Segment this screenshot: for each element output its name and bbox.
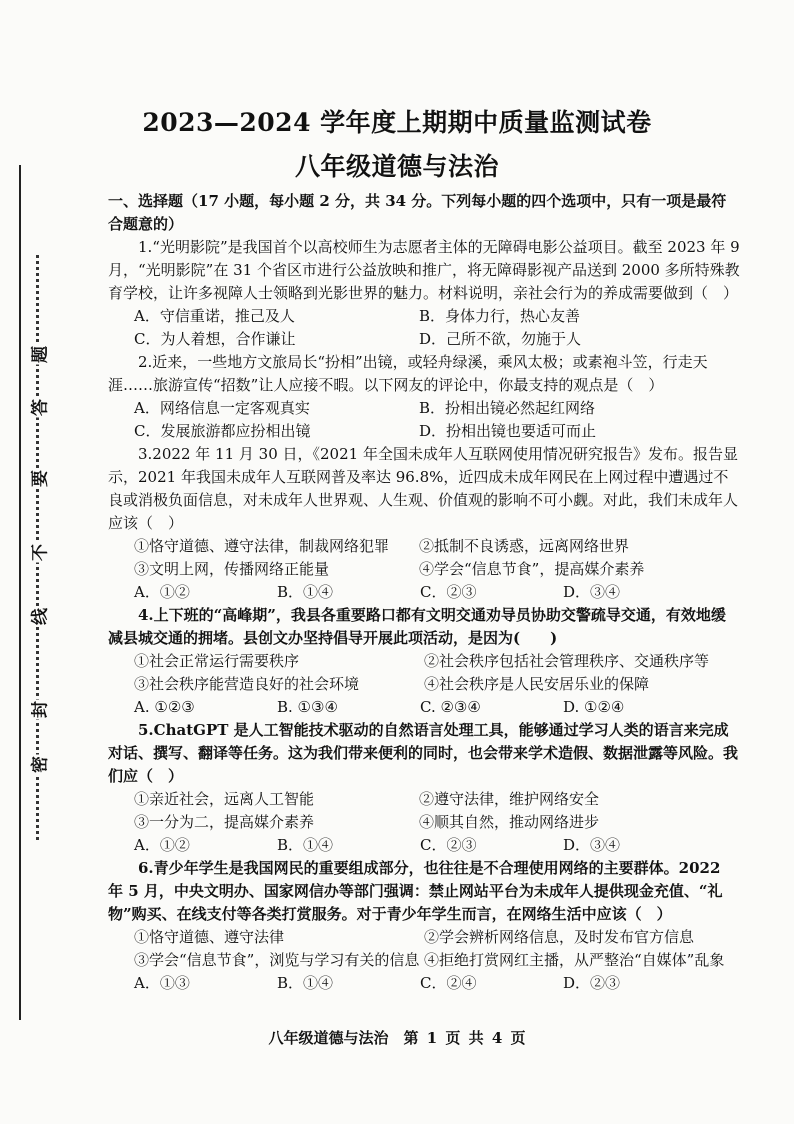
statement-list	[108, 926, 740, 972]
statement-4: ④学会“信息节食”，提高媒介素养	[419, 560, 645, 578]
exam-subject: 八年级道德与法治	[294, 152, 499, 181]
option-c[interactable]: C．发展旅游都应扮相出镜	[134, 422, 311, 440]
exam-title: 2023—2024 学年度上期期中质量监测试卷	[142, 108, 652, 137]
statement-3: ③一分为二，提高媒介素养	[134, 813, 315, 831]
statement-list	[108, 650, 740, 696]
question-stem: 4.上下班的“高峰期”，我县各重要路口都有文明交通劝导员协助交警疏导交通，有效地缓减县城交通的拥堵。县创文办坚持倡导开展此项活动，是因为( )	[108, 606, 726, 647]
statement-1: ①恪守道德、遵守法律	[134, 928, 285, 946]
statement-1: ①社会正常运行需要秩序	[134, 652, 300, 670]
option-c[interactable]: C．②③	[420, 836, 477, 854]
question-4	[108, 604, 740, 719]
question-stem: 6.青少年学生是我国网民的重要组成部分，也往往是不合理使用网络的主要群体。2022 年 5 月，中央文明办、国家网信办等部门强调：禁止网站平台为未成年人提供现金充值、“礼物”购买、在线支付等各类打赏服务。对于青少年学生而言，在网络生活中应该（ ）	[108, 859, 723, 923]
option-a[interactable]: A．①②	[134, 836, 190, 854]
statement-2: ②抵制不良诱惑，远离网络世界	[419, 537, 630, 555]
binding-char-ti: 题	[26, 345, 51, 365]
question-stem: 5.ChatGPT 是人工智能技术驱动的自然语言处理工具，能够通过学习人类的语言来完成对话、撰写、翻译等任务。这为我们带来便利的同时，也会带来学术造假、数据泄露等风险。我们应（ ）	[108, 721, 739, 785]
option-b[interactable]: B．扮相出镜必然起红网络	[419, 399, 596, 417]
question-1	[108, 236, 740, 351]
option-d[interactable]: D．③④	[563, 836, 621, 854]
statement-1: ①恪守道德、遵守法律，制裁网络犯罪	[134, 537, 390, 555]
option-a[interactable]: A．①②	[134, 583, 190, 601]
answer-options	[108, 834, 740, 857]
binding-char-mi: 密	[26, 755, 51, 775]
option-c[interactable]: C．②④	[420, 974, 477, 992]
option-a[interactable]: A．守信重诺，推己及人	[134, 307, 295, 325]
statement-4: ④社会秩序是人民安居乐业的保障	[424, 675, 650, 693]
question-stem: 3.2022 年 11 月 30 日，《2021 年全国未成年人互联网使用情况研究报告》发布。报告显示，2021 年我国未成年人互联网普及率达 96.8%，近四成未成年网民在上网过程中遭遇过不良或消极负面信息，对未成年人世界观、人生观、价值观的影响不可小觑。对此，我们未成年人应该（ ）	[108, 445, 739, 532]
question-3	[108, 443, 740, 604]
statement-4: ④拒绝打赏网红主播，从严整治“自媒体”乱象	[424, 951, 725, 969]
question-stem: 1.“光明影院”是我国首个以高校师生为志愿者主体的无障碍电影公益项目。截至 2023 年 9 月，“光明影院”在 31 个省区市进行公益放映和推广，将无障碍影视产品送到 2000 多所特殊教育学校，让许多视障人士领略到光影世界的魅力。材料说明，亲社会行为的养成需要做到（ ）	[108, 238, 740, 302]
binding-char-xian: 线	[26, 607, 51, 627]
option-d[interactable]: D．②③	[563, 974, 621, 992]
binding-char-bu: 不	[26, 543, 51, 563]
option-b[interactable]: B．①④	[277, 836, 334, 854]
option-d[interactable]: D．扮相出镜也要适可而止	[419, 422, 597, 440]
page-footer: 八年级道德与法治 第 1 页 共 4 页	[268, 1029, 526, 1047]
question-stem: 2.近来，一些地方文旅局长“扮相”出镜，或轻舟绿溪，乘风太极；或素袍斗笠，行走天涯……旅游宣传“招数”让人应接不暇。以下网友的评论中，你最支持的观点是（ ）	[108, 353, 708, 394]
binding-char-yao: 要	[26, 469, 51, 489]
statement-2: ②社会秩序包括社会管理秩序、交通秩序等	[424, 652, 710, 670]
statement-list	[108, 535, 740, 581]
option-b[interactable]: B．身体力行，热心友善	[419, 307, 581, 325]
option-b[interactable]: B．①④	[277, 974, 334, 992]
statement-2: ②学会辨析网络信息，及时发布官方信息	[424, 928, 695, 946]
option-b[interactable]: B. ①③④	[277, 698, 338, 716]
binding-line	[19, 165, 21, 1020]
answer-options	[108, 696, 740, 719]
option-a[interactable]: A．①③	[134, 974, 190, 992]
option-c[interactable]: C. ②③④	[420, 698, 481, 716]
answer-options	[108, 581, 740, 604]
section-heading: 一、选择题（17 小题，每小题 2 分，共 34 分。下列每小题的四个选项中，只有一项是最符合题意的）	[108, 192, 727, 233]
option-b[interactable]: B．①④	[277, 583, 334, 601]
binding-char-feng: 封	[26, 700, 51, 720]
option-c[interactable]: C．②③	[420, 583, 477, 601]
statement-list	[108, 788, 740, 834]
question-6	[108, 857, 740, 995]
option-c[interactable]: C．为人着想，合作谦让	[134, 330, 296, 348]
statement-4: ④顺其自然，推动网络进步	[419, 813, 600, 831]
statement-2: ②遵守法律，维护网络安全	[419, 790, 600, 808]
question-2	[108, 351, 740, 443]
option-a[interactable]: A．网络信息一定客观真实	[134, 399, 310, 417]
answer-options	[108, 397, 740, 443]
statement-3: ③社会秩序能营造良好的社会环境	[134, 675, 360, 693]
question-5	[108, 719, 740, 857]
option-d[interactable]: D．己所不欲，勿施于人	[419, 330, 582, 348]
answer-options	[108, 972, 740, 995]
statement-3: ③文明上网，传播网络正能量	[134, 560, 330, 578]
option-a[interactable]: A. ①②③	[134, 698, 195, 716]
statement-1: ①亲近社会，远离人工智能	[134, 790, 315, 808]
statement-3: ③学会“信息节食”，浏览与学习有关的信息	[134, 951, 420, 969]
binding-char-da: 答	[26, 398, 51, 418]
answer-options	[108, 305, 740, 351]
option-d[interactable]: D. ①②④	[563, 698, 625, 716]
option-d[interactable]: D．③④	[563, 583, 621, 601]
exam-content	[108, 190, 740, 995]
